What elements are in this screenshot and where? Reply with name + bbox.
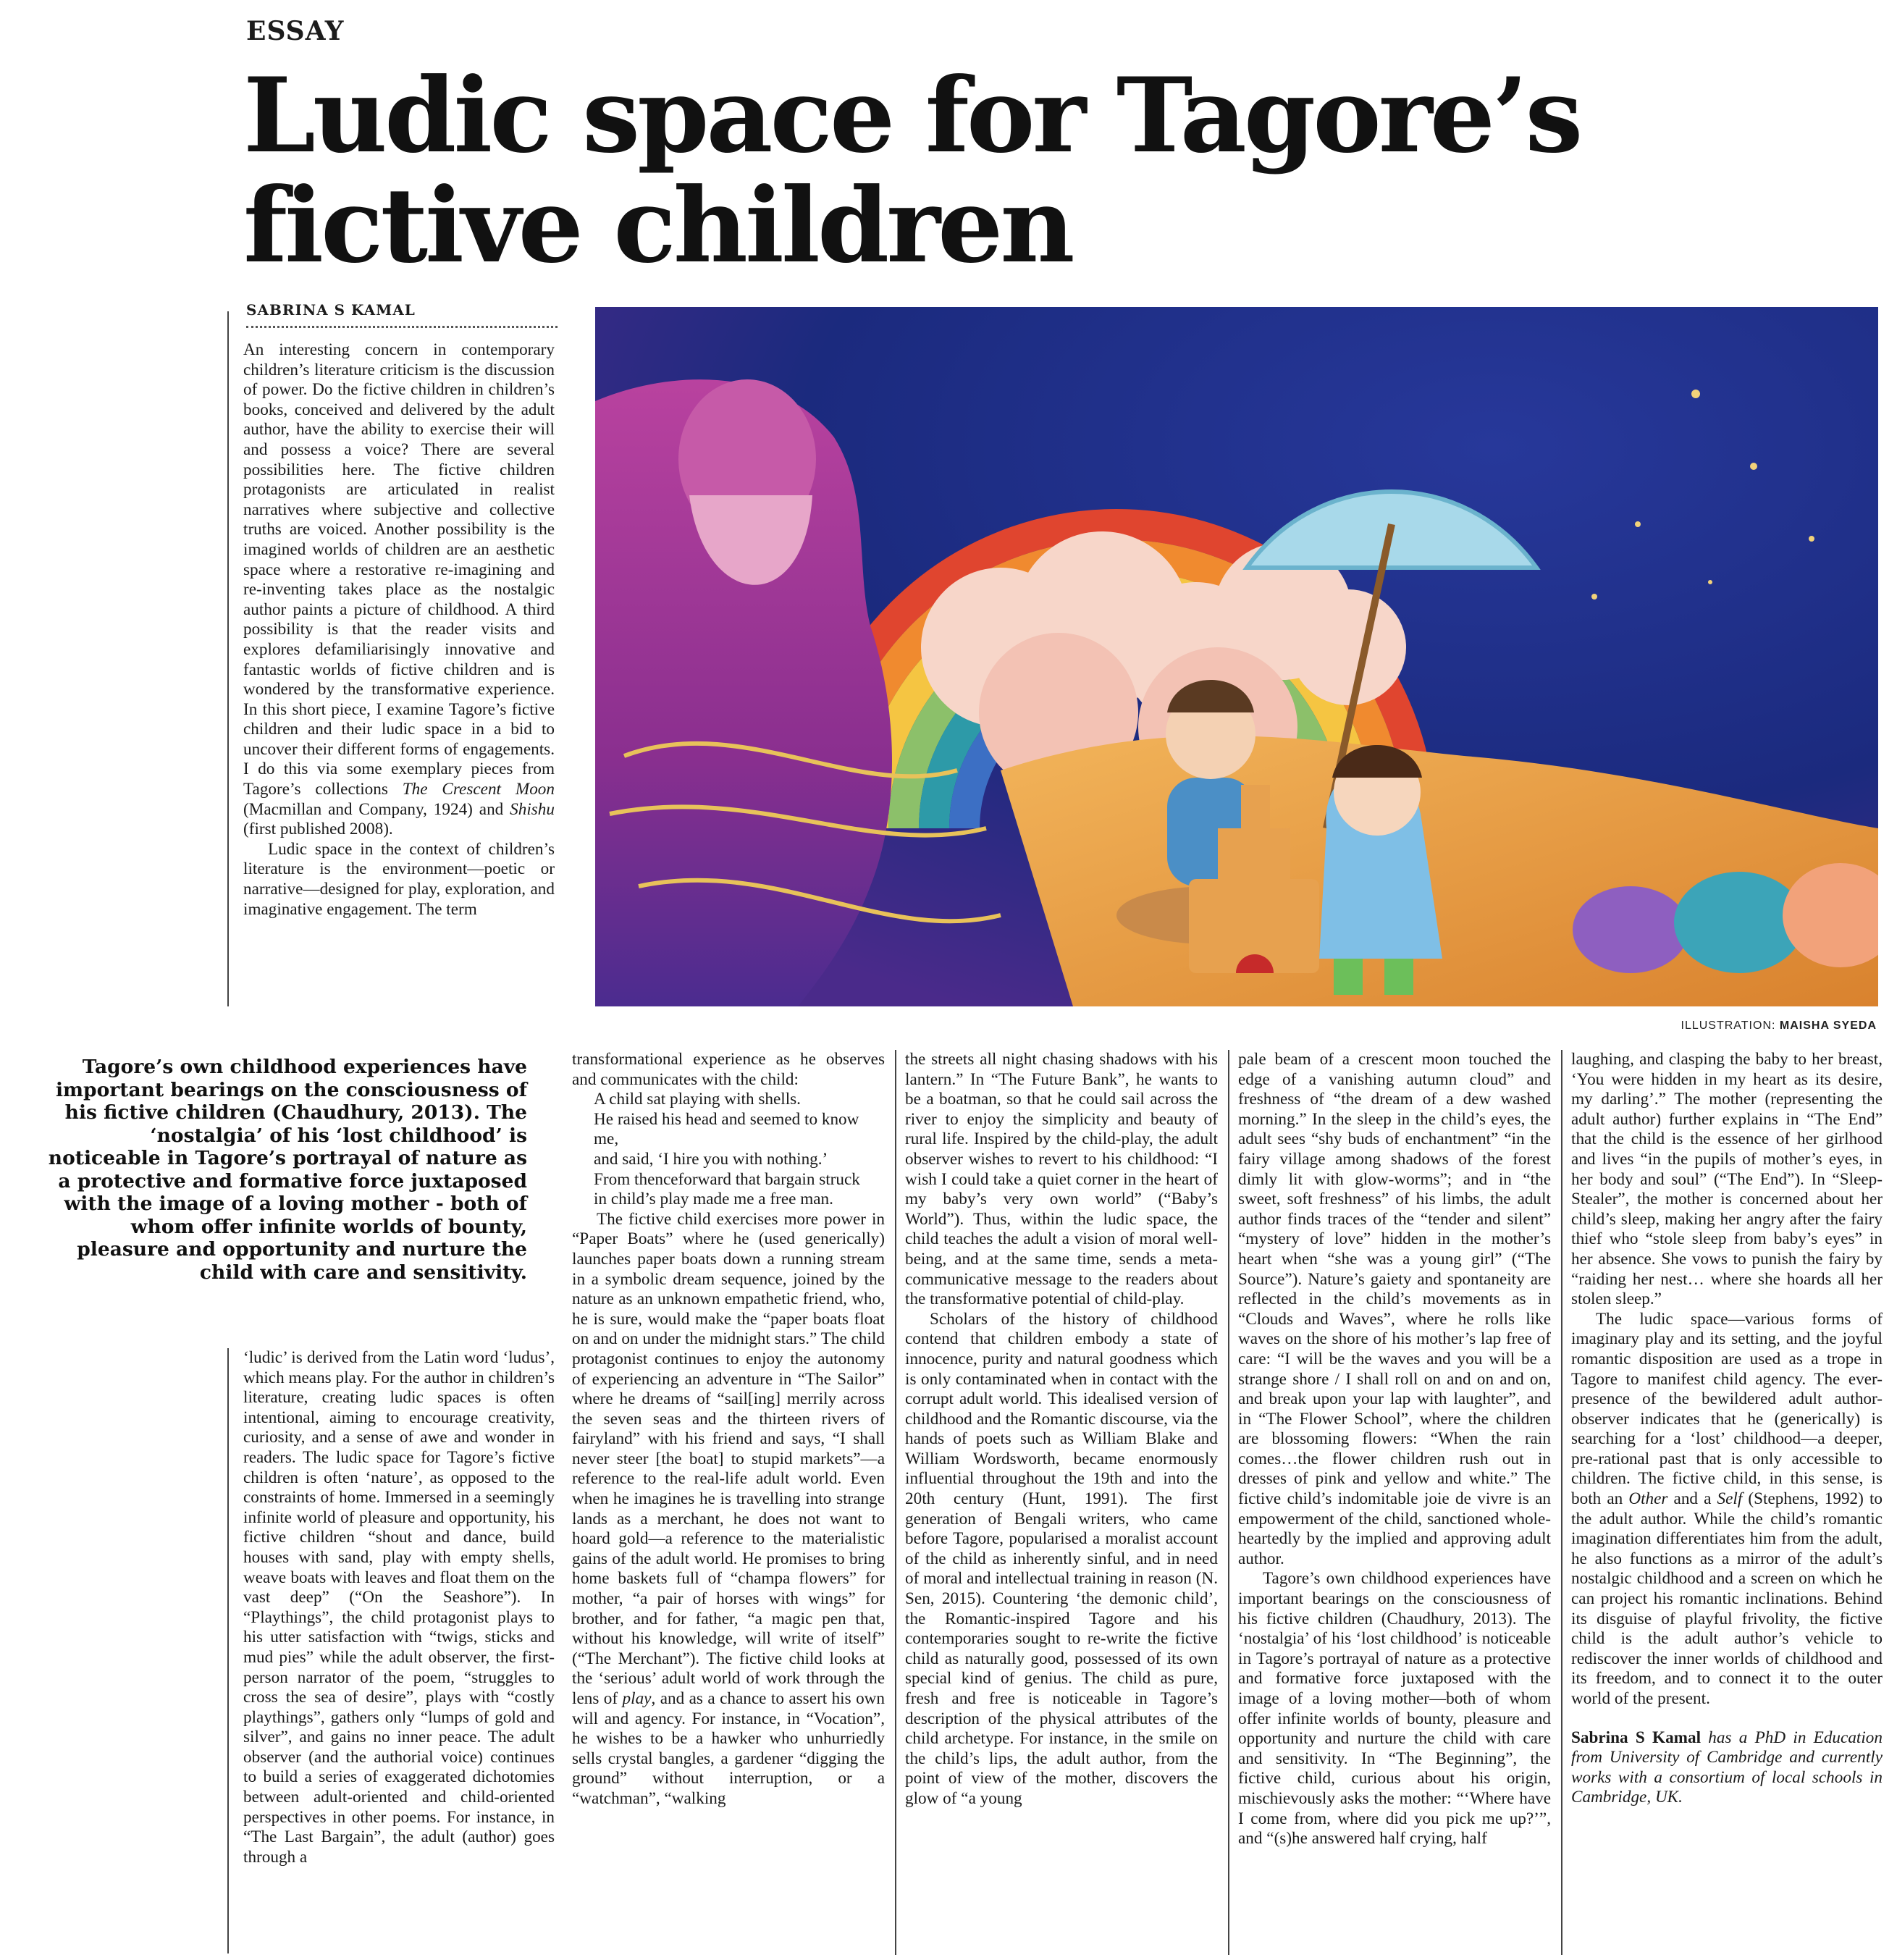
column-4 [905,1050,1218,1955]
column-rule [227,1348,229,1953]
paragraph: An interesting concern in contemporary children’s literature criticism is the discussion of power. Do the fictive children in children’s books, conceived and delivered by the adult author, have the ability to exercise their will and possess a voice? There are several possibilities here. The fictive children protagonists are articulated in realist narratives where subjective and collective truths are voiced. Another possibility is the imagined worlds of children are an aesthetic space where a restorative re-imagining and re-inventing takes place as the nostalgic author paints a picture of childhood. A third possibility is that the reader visits and explores defamiliarisingly innovative and fantastic worlds of fictive children and is wondered by the transformative experience. In this short piece, I examine Tagore’s fictive children and their ludic space in a bid to uncover their different forms of engagements. I do this via some exemplary pieces from Tagore’s collections The Crescent Moon (Macmillan and Company, 1924) and Shishu (first published 2008). [243,340,555,839]
illustration-art [595,307,1878,1006]
column-5 [1238,1050,1551,1955]
column-3 [572,1050,885,1955]
paragraph: laughing, and clasping the baby to her breast, ‘You were hidden in my heart as its desire, my darling’.” The mother (representing the adult author) further explains in “The End” that the child is the essence of her girlhood and lives “in the pupils of mother’s eyes, in her body and soul” (“The End”). In “Sleep-Stealer”, the mother is concerned about her child’s sleep, making her angry after the fairy thief who “stole sleep from baby’s eyes” in her absence. She vows to punish the fairy by “raiding her nest… where she hoards all her stolen sleep.” [1571,1050,1883,1309]
author-bio: Sabrina S Kamal has a PhD in Education from University of Cambridge and currently works with a consortium of local schools in Cambridge, UK. [1571,1728,1883,1807]
paragraph: Ludic space in the context of children’s literature is the environment—poetic or narrative—designed for play, exploration, and imaginative engagement. The term [243,839,555,919]
headline: Ludic space for Tagore’s fictive children [243,56,1581,286]
column-rule [895,1050,896,1955]
pull-quote: Tagore’s own childhood experiences have important bearings on the consciousness of his fictive children (Chaudhury, 2013). The ‘nostalgia’ of his ‘lost childhood’ is noticeable in Tagore’s portrayal of nature as a protective and formative force juxtaposed with the image of a loving mother - both of whom offer infinite worlds of bounty, pleasure and opportunity and nurture the child with care and sensitivity. [48,1056,527,1284]
byline: SABRINA S KAMAL [246,301,558,328]
verse-line: A child sat playing with shells. [594,1090,801,1109]
verse-line: and said, ‘I hire you with nothing.’ [594,1149,828,1169]
section-label: ESSAY [246,16,345,46]
column-rule [227,311,229,1006]
column-6 [1571,1050,1883,1955]
paragraph: the streets all night chasing shadows with his lantern.” In “The Future Bank”, he wants to be a boatman, so that he could sail across the river to enjoy the simplicity and beauty of rural life. Inspired by the child-play, the adult observer wishes to revert to his childhood: “I wish I could take a quiet corner in the heart of my baby’s very own world” (“Baby’s World”). Thus, within the ludic space, the child teaches the adult a vision of moral well-being, and at the same time, sends a meta-communicative message to the readers about the transformative potential of child-play. [905,1050,1218,1309]
paragraph: pale beam of a crescent moon touched the edge of a vanishing autumn cloud” and freshness of “the dream of a dew washed morning.” In the sleep in the child’s eyes, the adult sees “shy buds of enchantment” “in the fairy village among shadows of the forest dimly lit with glow-worms”; and in “the sweet, soft freshness” of his limbs, the adult author finds traces of the “tender and silent” “mystery of love” hidden in the mother’s heart when “she was a young girl” (“The Source”). Nature’s gaiety and spontaneity are reflected in the child’s movements as in “Clouds and Waves”, where he rolls like waves on the shore of his mother’s lap free of care: “I will be the waves and you will be a strange shore / I shall roll on and on and on, and break upon your lap with laughter”, and in “The Flower School”, where the children are blossoming flowers: “When the rain comes…the flower children rush out in dresses of pink and yellow and white.” The fictive child’s indomitable joie de vivre is an empowerment of the child, sanctioned whole-heartedly by the implied and approving adult author. [1238,1050,1551,1568]
paragraph: Scholars of the history of childhood contend that children embody a state of innocence, purity and natural goodness which is only contaminated when in contact with the corrupt adult world. This idealised version of childhood and the Romantic discourse, via the hands of poets such as William Blake and William Wordsworth, became enormously influential throughout the 19th and into the 20th century (Hunt, 1991). The first generation of Bengali writers, who came before Tagore, popularised a moralist account of the child as inherently sinful, and in need of moral and intellectual training in reason (N. Sen, 2015). Countering ‘the demonic child’, the Romantic-inspired Tagore and his contemporaries sought to re-write the fictive child as naturally good, possessed of its own special kind of genius. The child as pure, fresh and free is noticeable in Tagore’s description of the physical attributes of the child archetype. For instance, in the smile on the child’s lips, the adult author, from the point of view of the mother, discovers the glow of “a young [905,1309,1218,1808]
column-rule [1561,1050,1562,1955]
paragraph: Tagore’s own childhood experiences have important bearings on the consciousness of his fictive children (Chaudhury, 2013). The ‘nostalgia’ of his ‘lost childhood’ is noticeable in Tagore’s portrayal of nature as a protective and formative force juxtaposed with the image of a loving mother—both of whom offer infinite worlds of bounty, pleasure and opportunity and nurture the child with care and sensitivity. In “The Beginning”, the fictive child, curious about his origin, mischievously asks the mother: “‘Where have I come from, where did you pick me up?’”, and “(s)he answered half crying, half [1238,1569,1551,1848]
verse-line: He raised his head and seemed to know me, [594,1109,859,1149]
column-1 [243,340,555,1006]
illustration [595,307,1878,1006]
paragraph: The ludic space—various forms of imaginary play and its setting, and the joyful romantic disposition are used as a trope in Tagore to manifest child agency. The ever-presence of the bewildered adult author-observer indicates that he (generically) is searching for a ‘lost’ childhood—a deeper, pre-rational past that is only accessible to children. The fictive child, in this sense, is both an Other and a Self (Stephens, 1992) to the adult author. While the child’s romantic imagination differentiates him from the adult, he also functions as a mirror of the adult’s nostalgic childhood and a screen on which he can project his romantic inclinations. Behind its disguise of playful frivolity, the fictive child is the adult author’s vehicle to rediscover the inner worlds of childhood and its freedom, and to connect it to the outer world of the present. [1571,1309,1883,1708]
paragraph: ‘ludic’ is derived from the Latin word ‘ludus’, which means play. For the author in children’s literature, creating ludic spaces is often intentional, aiming to encourage creativity, curiosity, and a sense of awe and wonder in readers. The ludic space for Tagore’s fictive children is often ‘nature’, as opposed to the constraints of home. Immersed in a seemingly infinite world of pleasure and opportunity, his fictive children “shout and dance, build houses with sand, play with empty shells, weave boats with leaves and float them on the vast deep” (“On the Seashore”). In “Playthings”, the child protagonist plays to his utter satisfaction with “twigs, sticks and mud pies” while the adult observer, the first-person narrator of the poem, “struggles to cross the sea of desire”, plays with “costly playthings”, gathers only “lumps of gold and silver”, and gains no inner peace. The adult observer (and the authorial voice) continues to build a series of exaggerated dichotomies between adult-oriented and child-oriented perspectives in other poems. For instance, in “The Last Bargain”, the adult (author) goes through a [243,1348,555,1867]
verse-line: From thenceforward that bargain struck [594,1169,860,1189]
paragraph: transformational experience as he observes and communicates with the child: [572,1050,885,1089]
column-2 [243,1348,555,1953]
paragraph: The fictive child exercises more power in “Paper Boats” where he (used generically) launches paper boats down a running stream in a symbolic dream sequence, joined by the nature as an unknown empathetic friend, who, he is sure, would make the “paper boats float on and on under the midnight stars.” The child protagonist continues to enjoy the autonomy of experiencing an adventure in “The Sailor” where he dreams of “sail[ing] merrily across the seven seas and the thirteen rivers of fairyland” with his friend and says, “I shall never steer [the boat] to stupid markets”—a reference to the real-life adult world. Even when he imagines he is travelling into strange lands as a merchant, he does not want to hoard gold—a reference to the materialistic gains of the adult world. He promises to bring home baskets full of “champa flowers” for mother, “a pair of horses with wings” for brother, and for father, “a magic pen that, without his knowledge, will write of itself” (“The Merchant”). The fictive child looks at the ‘serious’ adult world of work through the lens of play, and as a chance to assert his own will and agency. For instance, in “Vocation”, he wishes to be a hawker who unhurriedly sells crystal bangles, a gardener “digging the ground” without interruption, or a “watchman”, “walking [572,1209,885,1808]
verse-line: in child’s play made me a free man. [594,1190,833,1209]
illustration-credit: ILLUSTRATION: MAISHA SYEDA [1681,1019,1877,1032]
column-rule [1228,1050,1229,1955]
